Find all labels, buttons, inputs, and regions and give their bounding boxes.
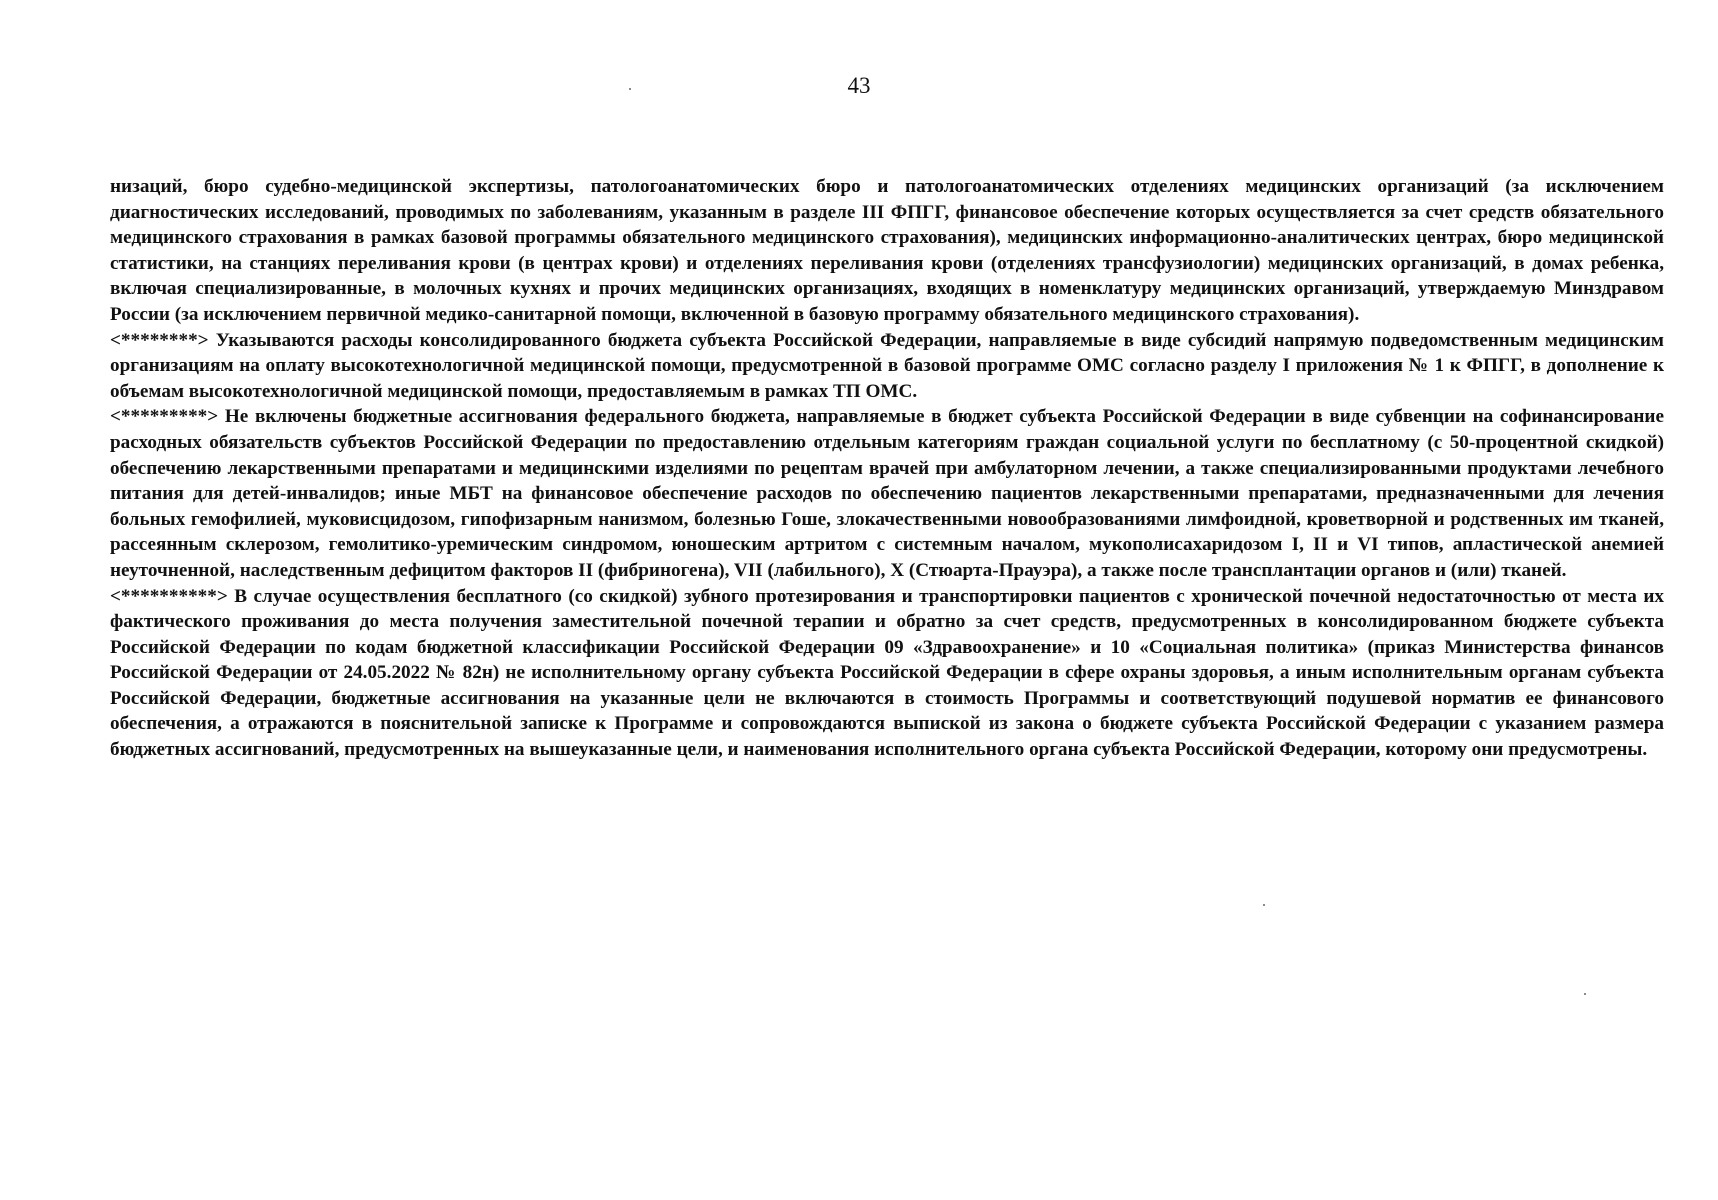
paragraph-text: низаций, бюро судебно-медицинской экспертизы, патологоанатомических бюро и патологоанатомических отделениях медицинских организаций (за исключением диагностических исследований, проводимых по заболеваниям, указанным в разделе III ФПГГ, финансовое обеспечение которых осуществляется за счет средств обязательного медицинского страхования в рамках базовой программы обязательного медицинского страхования), медицинских информационно-аналитических центрах, бюро медицинской статистики, на станциях переливания крови (в центрах крови) и отделениях переливания крови (отделениях трансфузиологии) медицинских организаций, в домах ребенка, включая специализированные, в молочных кухнях и прочих медицинских организациях, входящих в номенклатуру медицинских организаций, утверждаемую Минздравом России (за исключением первичной медико-санитарной помощи, включенной в базовую программу обязательного медицинского страхования). — [110, 176, 1664, 325]
footnote-10 — [110, 584, 1664, 763]
paragraph-continuation — [110, 174, 1664, 328]
document-body — [110, 174, 1664, 763]
scan-speck — [1263, 904, 1265, 906]
footnote-marker: <********> — [110, 329, 209, 351]
footnote-marker: <**********> — [110, 585, 228, 607]
footnote-text: Не включены бюджетные ассигнования федерального бюджета, направляемые в бюджет субъекта Российской Федерации в виде субвенции на софинансирование расходных обязательств субъектов Российской Федерации по предоставлению отдельным категориям граждан социальной услуги по бесплатному (с 50-процентной скидкой) обеспечению лекарственными препаратами и медицинскими изделиями по рецептам врачей при амбулаторном лечении, а также специализированными продуктами лечебного питания для детей-инвалидов; иные МБТ на финансовое обеспечение расходов по обеспечению пациентов лекарственными препаратами, предназначенными для лечения больных гемофилией, муковисцидозом, гипофизарным нанизмом, болезнью Гоше, злокачественными новообразованиями лимфоидной, кроветворной и родственных им тканей, рассеянным склерозом, гемолитико-уремическим синдромом, юношеским артритом с системным началом, мукополисахаридозом I, II и VI типов, апластической анемией неуточненной, наследственным дефицитом факторов II (фибриногена), VII (лабильного), X (Стюарта-Прауэра), а также после трансплантации органов и (или) тканей. — [110, 406, 1664, 581]
footnote-marker: <*********> — [110, 406, 219, 428]
page-number: 43 — [847, 73, 871, 98]
footnote-8 — [110, 328, 1664, 405]
scan-speck — [629, 88, 631, 90]
footnote-9 — [110, 404, 1664, 583]
footnote-text: Указываются расходы консолидированного бюджета субъекта Российской Федерации, направляемые в виде субсидий напрямую подведомственным медицинским организациям на оплату высокотехнологичной медицинской помощи, предусмотренной в базовой программе ОМС согласно разделу I приложения № 1 к ФПГГ, в дополнение к объемам высокотехнологичной медицинской помощи, предоставляемым в рамках ТП ОМС. — [110, 329, 1664, 402]
scan-speck — [1584, 993, 1586, 995]
footnote-text: В случае осуществления бесплатного (со скидкой) зубного протезирования и транспортировки пациентов с хронической почечной недостаточностью от места их фактического проживания до места получения заместительной почечной терапии и обратно за счет средств, предусмотренных в консолидированном бюджете субъекта Российской Федерации по кодам бюджетной классификации Российской Федерации 09 «Здравоохранение» и 10 «Социальная политика» (приказ Министерства финансов Российской Федерации от 24.05.2022 № 82н) не исполнительному органу субъекта Российской Федерации в сфере охраны здоровья, а иным исполнительным органам субъекта Российской Федерации, бюджетные ассигнования на указанные цели не включаются в стоимость Программы и соответствующий подушевой норматив ее финансового обеспечения, а отражаются в пояснительной записке к Программе и сопровождаются выпиской из закона о бюджете субъекта Российской Федерации с указанием размера бюджетных ассигнований, предусмотренных на вышеуказанные цели, и наименования исполнительного органа субъекта Российской Федерации, которому они предусмотрены. — [110, 585, 1664, 761]
